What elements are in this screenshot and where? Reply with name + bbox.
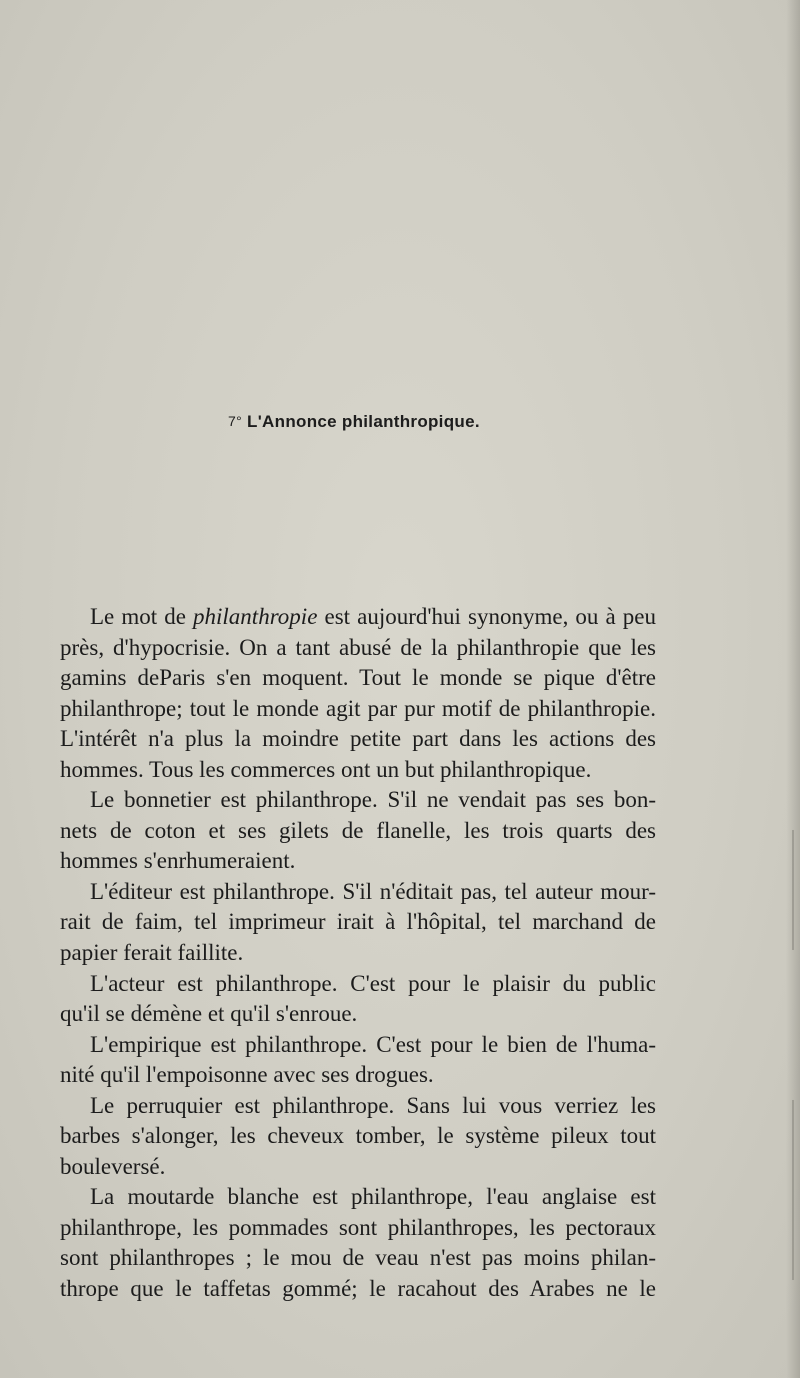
text-line: [60, 602, 656, 633]
text-line: L'éditeur est philanthrope. S'il n'éditait pas, tel auteur mour-: [90, 878, 656, 904]
italic-word: philanthropie: [193, 604, 318, 629]
text-line: barbes s'alonger, les cheveux tomber, le système pileux tout: [60, 1123, 656, 1149]
text-line: qu'il se démène et qu'il s'enroue.: [60, 1001, 358, 1027]
text-line: hommes. Tous les commerces ont un but philanthropique.: [60, 756, 592, 782]
text-run: est aujourd'hui synonyme, ou à peu: [317, 604, 657, 629]
text-line: nets de coton et ses gilets de flanelle, les trois quarts des: [60, 817, 656, 843]
section-heading: [228, 412, 480, 432]
bleed-through-area: [360, 440, 660, 570]
margin-mark: [792, 830, 794, 950]
text-line: papier ferait faillite.: [60, 940, 244, 966]
paragraph: [60, 877, 656, 969]
text-line: philanthrope; tout le monde agit par pur motif de philanthropie.: [60, 695, 656, 721]
text-run: Le mot de: [90, 604, 194, 629]
text-line: hommes s'enrhumeraient.: [60, 848, 296, 874]
text-line: rait de faim, tel imprimeur irait à l'hôpital, tel marchand de: [60, 909, 656, 935]
paragraph: [60, 785, 656, 877]
body-text: [60, 602, 656, 1305]
paragraph: [60, 602, 656, 785]
paragraph: [60, 1182, 656, 1304]
text-line: Le perruquier est philanthrope. Sans lui vous verriez les: [90, 1092, 656, 1118]
text-line: nité qu'il l'empoisonne avec ses drogues.: [60, 1062, 434, 1088]
paragraph: [60, 1030, 656, 1091]
text-line: Le bonnetier est philanthrope. S'il ne vendait pas ses bon-: [90, 787, 656, 813]
text-line: L'intérêt n'a plus la moindre petite part dans les actions des: [60, 726, 656, 752]
text-line: philanthrope, les pommades sont philanthropes, les pectoraux: [60, 1214, 656, 1240]
text-line: sont philanthropes ; le mou de veau n'est pas moins philan-: [60, 1245, 656, 1271]
text-line: L'acteur est philanthrope. C'est pour le plaisir du public: [90, 970, 656, 996]
text-line: thrope que le taffetas gommé; le racahout des Arabes ne le: [60, 1276, 656, 1302]
text-line: L'empirique est philanthrope. C'est pour le bien de l'huma-: [90, 1031, 656, 1057]
text-line: La moutarde blanche est philanthrope, l'eau anglaise est: [90, 1184, 656, 1210]
text-line: près, d'hypocrisie. On a tant abusé de la philanthropie que les: [60, 634, 656, 660]
text-line: gamins deParis s'en moquent. Tout le monde se pique d'être: [60, 665, 656, 691]
section-title: L'Annonce philanthropique.: [247, 412, 480, 431]
text-line: bouleversé.: [60, 1153, 166, 1179]
bleed-through-area: [60, 135, 660, 395]
paragraph: [60, 1091, 656, 1183]
margin-mark: [792, 1100, 794, 1280]
section-number: 7°: [228, 413, 242, 429]
paragraph: [60, 969, 656, 1030]
